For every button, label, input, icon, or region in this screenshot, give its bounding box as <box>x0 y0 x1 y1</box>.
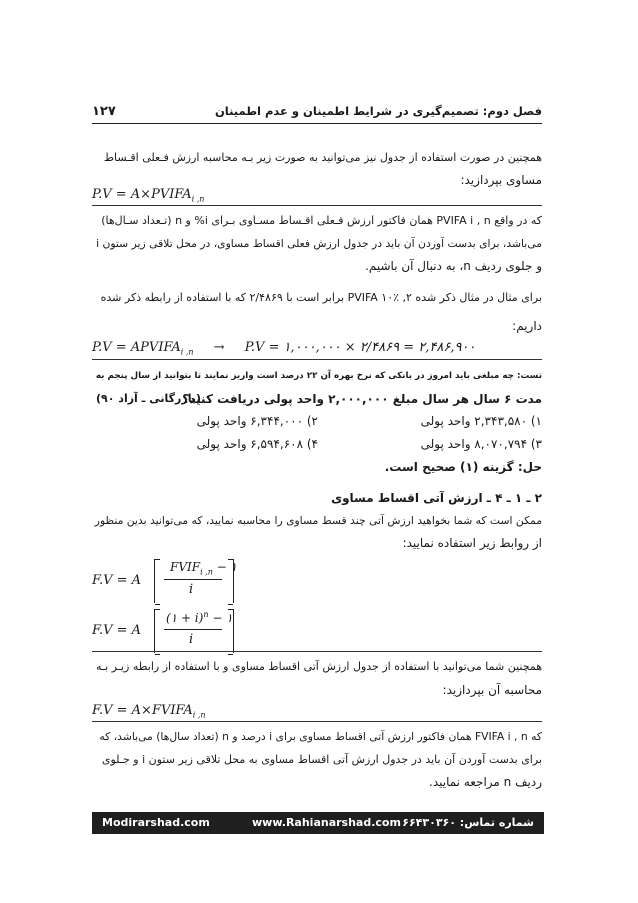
formula4-divider <box>92 651 542 652</box>
para2-line3: و جلوی ردیف n، به دنبال آن باشیم. <box>365 259 542 273</box>
para1-line1: همچنین در صورت استفاده از جدول نیز می‌توانید به صورت زیر بـه محاسبه ارزش فـعلی اقـساط <box>103 151 542 164</box>
para5-line1: که FVIFA i , n همان فاکتور ارزش آتی اقساط مساوی برای i درصد و n (تعداد سال‌ها) می‌باشد، که <box>99 730 542 743</box>
para2-line2: می‌باشد، برای بدست آوردن آن باید در جدول ارزش فعلی اقساط مساوی، در محل تلاقی زیر ستون i <box>96 237 542 250</box>
formula2-divider <box>92 359 542 360</box>
para2-line1: که در واقع PVIFA i , n همان فاکتور ارزش فـعلی اقـساط مسـاوی بـرای i% و n (تـعداد سـال‌ها) <box>101 214 542 227</box>
section-title: ۲ ـ ۱ ـ ۴ ـ ارزش آتی اقساط مساوی <box>331 491 542 505</box>
formula3-lhs: F.V = A <box>92 573 142 588</box>
test-option-1: ۱) ۲,۳۴۳,۵۸۰ واحد پولی <box>420 414 542 428</box>
footer-bar <box>92 812 544 834</box>
formula1-main: P.V = A×PVIFA <box>92 187 192 202</box>
formula3-fraction-bar <box>164 579 222 580</box>
formula-fv-compound <box>92 607 292 657</box>
formula5-divider <box>92 721 542 722</box>
formula4-numerator: (۱ + i)$^n$ − ۱ <box>166 610 233 625</box>
para4-line2: محاسبه آن بپردازید: <box>442 683 542 697</box>
arrow-icon: → <box>213 340 225 355</box>
para5-line3: ردیف n مراجعه نمایید. <box>429 775 542 789</box>
formula2-left: P.V = APVIFA <box>92 340 181 355</box>
para4-line1: همچنین شما می‌توانید با استفاده از جدول ارزش آتی اقساط مساوی و با استفاده از رابطه زیـر بـه <box>96 660 542 673</box>
formula4-denominator: i <box>189 632 194 647</box>
formula-pv-example <box>92 340 542 357</box>
formula-fv-fvifa <box>92 703 206 720</box>
formula1-subscript: i ,n <box>191 194 205 204</box>
test-option-4: ۴) ۶,۵۹۴,۶۰۸ واحد پولی <box>196 437 318 451</box>
chapter-title: فصل دوم: تصمیم‌گیری در شرایط اطمینان و عدم اطمینان <box>214 104 542 118</box>
test-option-2: ۲) ۶,۳۴۴,۰۰۰ واحد پولی <box>196 414 318 428</box>
formula5-main: F.V = A×FVIFA <box>92 703 193 718</box>
test-option-3: ۳) ۸,۰۷۰,۷۹۴ واحد پولی <box>420 437 542 451</box>
formula2-subscript: i ,n <box>180 347 194 357</box>
formula4-fraction-bar <box>164 629 222 630</box>
para1-line2: مساوی بپردازید: <box>460 173 542 187</box>
para3-line2: داریم: <box>512 319 542 333</box>
para5-line2: برای بدست آوردن آن باید در جدول ارزش آتی اقساط مساوی به محل تلاقی زیر ستون i و جـلوی <box>101 753 542 766</box>
header-divider <box>92 123 542 124</box>
footer-phone: شماره تماس: ۶۶۴۳۰۳۶۰ <box>402 816 534 829</box>
test-source: (بازرگانی ـ آزاد ۹۰) <box>96 392 201 405</box>
section-line1: ممکن است که شما بخواهید ارزش آتی چند قسط مساوی را محاسبه نمایید، که می‌توانید بدین منظور <box>94 514 542 527</box>
test-question-line1: تست: چه مبلغی باید امروز در بانکی که نرخ بهره آن ۲۲ درصد است واریز نمایند تا بتوانید از سال پنجم به <box>95 371 542 381</box>
footer-site-rahianarshad: www.Rahianarshad.com <box>252 816 401 829</box>
para3-line1: برای مثال در مثال ذکر شده PVIFA ۱۰٪ ,۲ برابر است با ۲/۴۸۶۹ که با استفاده از رابطه ذکر شده <box>100 291 542 304</box>
formula1-divider <box>92 205 542 206</box>
test-question-line2: مدت ۶ سال هر سال مبلغ ۲,۰۰۰,۰۰۰ واحد پولی دریافت کنید؟ <box>182 392 542 406</box>
formula4-lhs: F.V = A <box>92 623 142 638</box>
formula-fv-fvif <box>92 557 292 607</box>
section-line2: از روابط زیر استفاده نمایید: <box>402 536 542 550</box>
formula-pv-pvifa <box>92 187 204 204</box>
formula5-subscript: i ,n <box>192 710 206 720</box>
formula3-numerator: $FVIF_{i ,n}$ − ۱ <box>170 560 238 577</box>
formula2-right: P.V = ۱,۰۰۰,۰۰۰ × ۲/۴۸۶۹ = ۲,۴۸۶,۹۰۰ <box>244 340 476 355</box>
page-number: ۱۲۷ <box>92 104 116 119</box>
formula3-denominator: i <box>189 582 194 597</box>
page-header <box>92 104 542 124</box>
test-solution: حل: گزینه (۱) صحیح است. <box>384 460 542 474</box>
footer-site-modirarshad: Modirarshad.com <box>102 816 210 829</box>
